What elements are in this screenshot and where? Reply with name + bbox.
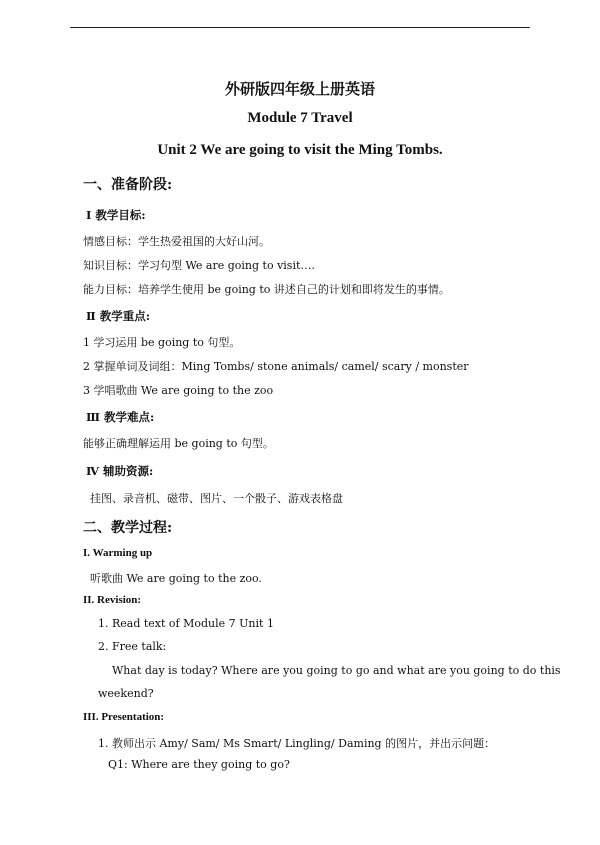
objective-item: 情感目标：学生热爱祖国的大好山河。: [83, 235, 270, 248]
key-point-item: 1 学习运用 be going to 句型。: [83, 336, 241, 349]
section1-heading: 一、准备阶段:: [83, 177, 173, 193]
resources-heading: Ⅳ 辅助资源:: [86, 464, 154, 478]
revision-heading: II. Revision:: [83, 594, 142, 606]
objectives-heading: Ⅰ 教学目标:: [86, 208, 146, 222]
section2-heading: 二、教学过程:: [83, 520, 173, 536]
free-talk-text: What day is today? Where are you going to go and what are you going to do this: [112, 664, 561, 677]
document-title: 外研版四年级上册英语: [224, 80, 375, 98]
module-title: Module 7 Travel: [247, 110, 353, 126]
difficulties-heading: Ⅲ 教学难点:: [86, 410, 155, 424]
header-rule: [70, 27, 530, 28]
objective-item: 知识目标：学习句型 We are going to visit….: [83, 259, 315, 272]
difficulty-item: 能够正确理解运用 be going to 句型。: [83, 437, 274, 450]
warming-heading: I. Warming up: [83, 547, 153, 559]
free-talk-text-cont: weekend?: [98, 687, 154, 700]
key-points-heading: Ⅱ 教学重点:: [86, 309, 150, 323]
presentation-item: 1. 教师出示 Amy/ Sam/ Ms Smart/ Lingling/ Daming 的图片，并出示问题：: [98, 737, 496, 750]
presentation-question: Q1: Where are they going to go?: [108, 758, 290, 771]
resource-item: 挂图、录音机、磁带、图片、一个骰子、游戏表格盘: [90, 492, 343, 505]
warming-text: 听歌曲 We are going to the zoo.: [90, 572, 262, 585]
objective-item: 能力目标：培养学生使用 be going to 讲述自己的计划和即将发生的事情。: [83, 283, 450, 296]
unit-title: Unit 2 We are going to visit the Ming Tombs.: [157, 142, 443, 158]
revision-item: 1. Read text of Module 7 Unit 1: [98, 617, 274, 630]
key-point-item: 2 掌握单词及词组：Ming Tombs/ stone animals/ camel/ scary / monster: [83, 360, 469, 373]
revision-item: 2. Free talk:: [98, 640, 167, 653]
key-point-item: 3 学唱歌曲 We are going to the zoo: [83, 384, 274, 397]
presentation-heading: III. Presentation:: [83, 711, 165, 723]
